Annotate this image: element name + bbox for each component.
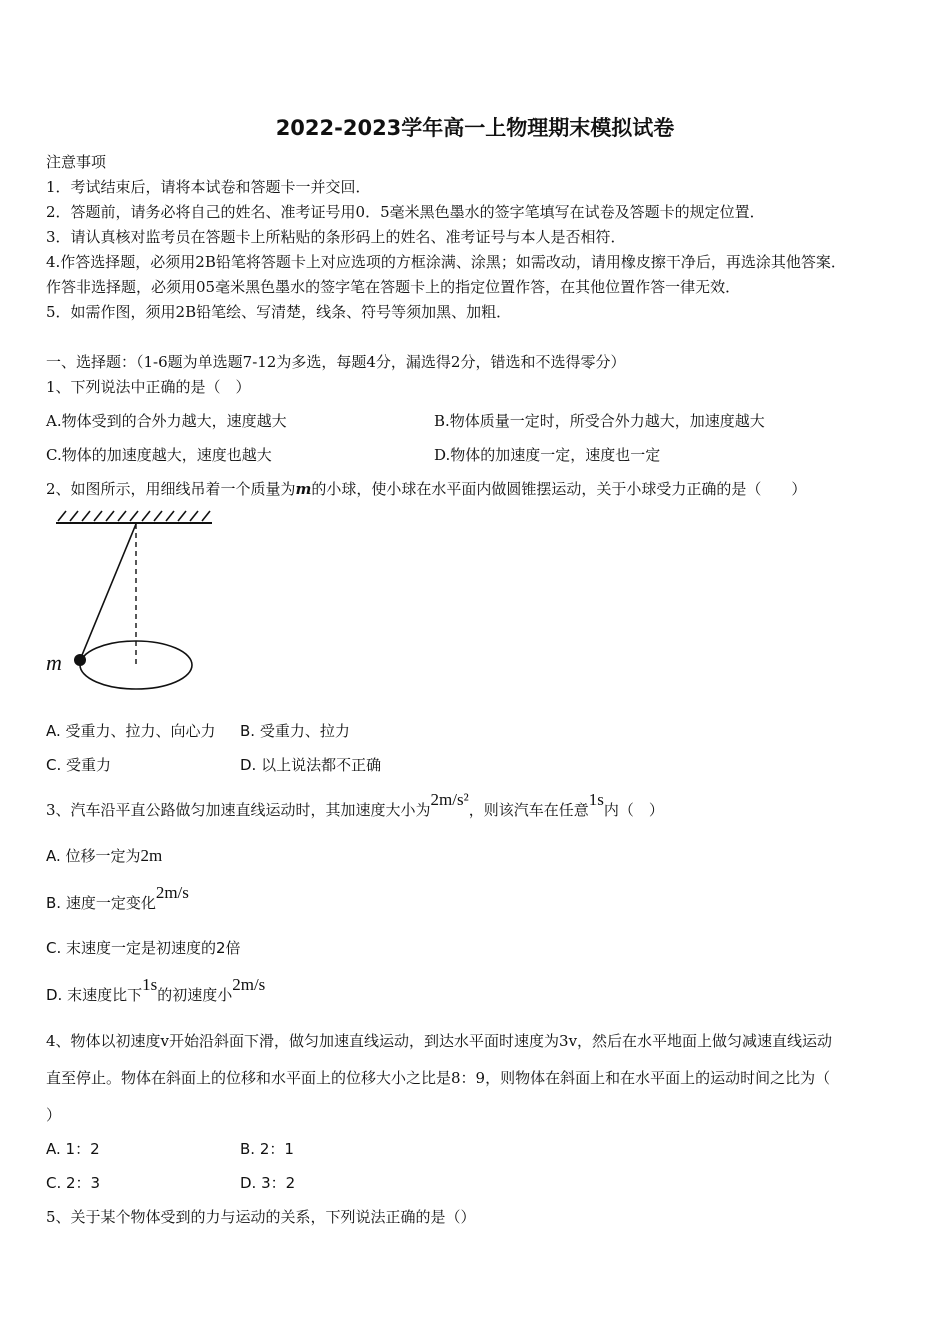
notice-item-5: 5．如需作图，须用2B铅笔绘、写清楚，线条、符号等须加黑、加粗．	[46, 303, 512, 321]
question-3-time: 1s	[588, 790, 604, 809]
question-2-option-c: C. 受重力	[46, 756, 112, 774]
question-3-acceleration: 2m/s²	[430, 790, 469, 809]
question-4-option-c: C. 2：3	[46, 1174, 101, 1192]
string-line	[80, 524, 136, 660]
question-2-stem	[46, 479, 806, 499]
notice-item-4-cont: 作答非选择题，必须用05毫米黑色墨水的签字笔在答题卡上的指定位置作答，在其他位置作答一律无效．	[46, 278, 741, 296]
mass-label: m	[46, 650, 62, 675]
question-3-option-b-text: B. 速度一定变化	[46, 894, 156, 912]
question-2-option-d: D. 以上说法都不正确	[240, 756, 382, 774]
question-3-option-a	[46, 846, 162, 866]
question-2-option-b: B. 受重力、拉力	[240, 722, 350, 740]
notice-item-2: 2．答题前，请务必将自己的姓名、准考证号用0．5毫米黑色墨水的签字笔填写在试卷及答题卡的规定位置．	[46, 203, 765, 221]
question-4-option-b: B. 2：1	[240, 1140, 294, 1158]
ball-mass	[74, 654, 86, 666]
ceiling-hatching	[58, 511, 210, 521]
notice-item-4: 4.作答选择题，必须用2B铅笔将答题卡上对应选项的方框涂满、涂黑；如需改动，请用橡皮擦干净后，再选涂其他答案．	[46, 253, 846, 271]
question-3-option-a-text: A. 位移一定为	[46, 847, 141, 865]
question-3-option-d-math-2: 2m/s	[232, 975, 266, 994]
notice-heading: 注意事项	[46, 153, 107, 171]
question-1-option-a: A.物体受到的合外力越大，速度越大	[46, 412, 287, 430]
question-3-option-a-math: 2m	[140, 846, 163, 865]
question-3-option-b	[46, 883, 189, 913]
question-2-stem-pre: 2、如图所示，用细线吊着一个质量为	[46, 480, 296, 498]
notice-item-3: 3．请认真核对监考员在答题卡上所粘贴的条形码上的姓名、准考证号与本人是否相符．	[46, 228, 626, 246]
question-4-stem-line-2: 直至停止。物体在斜面上的位移和水平面上的位移大小之比是8：9，则物体在斜面上和在水平面上的运动时间之比为（	[46, 1069, 831, 1087]
question-1-option-c: C.物体的加速度越大，速度也越大	[46, 446, 272, 464]
question-4-option-d: D. 3：2	[240, 1174, 296, 1192]
question-4-option-a: A. 1：2	[46, 1140, 100, 1158]
notice-item-1: 1．考试结束后，请将本试卷和答题卡一并交回．	[46, 178, 371, 196]
question-4-stem-line-1: 4、物体以初速度v开始沿斜面下滑，做匀加速直线运动，到达水平面时速度为3v，然后在水平地面上做匀减速直线运动	[46, 1032, 833, 1050]
question-1-stem: 1、下列说法中正确的是（ ）	[46, 378, 251, 396]
question-1-option-d: D.物体的加速度一定，速度也一定	[434, 446, 661, 464]
question-3-option-d	[46, 975, 266, 1005]
question-3-option-d-pre: D. 末速度比下	[46, 986, 143, 1004]
question-3-option-b-math: 2m/s	[155, 883, 189, 902]
circular-path-ellipse	[80, 641, 192, 689]
section-heading: 一、选择题：（1-6题为单选题7-12为多选，每题4分，漏选得2分，错选和不选得零分）	[46, 353, 626, 371]
question-3-option-d-mid: 的初速度小	[157, 986, 233, 1004]
question-3-stem-pre: 3、汽车沿平直公路做匀加速直线运动时，其加速度大小为	[46, 801, 431, 819]
question-5-stem: 5、关于某个物体受到的力与运动的关系，下列说法正确的是（）	[46, 1208, 476, 1226]
conical-pendulum-figure	[44, 508, 219, 698]
question-3-stem-mid: ，则该汽车在任意	[468, 801, 589, 819]
question-3-option-d-math-1: 1s	[142, 975, 158, 994]
question-3-stem	[46, 790, 664, 820]
question-2-mass-symbol: m	[295, 480, 312, 498]
question-2-stem-post: 的小球，使小球在水平面内做圆锥摆运动，关于小球受力正确的是（ ）	[311, 480, 807, 498]
question-3-option-c: C. 末速度一定是初速度的2倍	[46, 939, 241, 957]
question-2-option-a: A. 受重力、拉力、向心力	[46, 722, 216, 740]
question-1-option-b: B.物体质量一定时，所受合外力越大，加速度越大	[434, 412, 765, 430]
page-title: 2022-2023学年高一上物理期末模拟试卷	[275, 116, 675, 140]
question-3-stem-post: 内（ ）	[603, 801, 664, 819]
question-4-stem-line-3: ）	[46, 1106, 62, 1124]
